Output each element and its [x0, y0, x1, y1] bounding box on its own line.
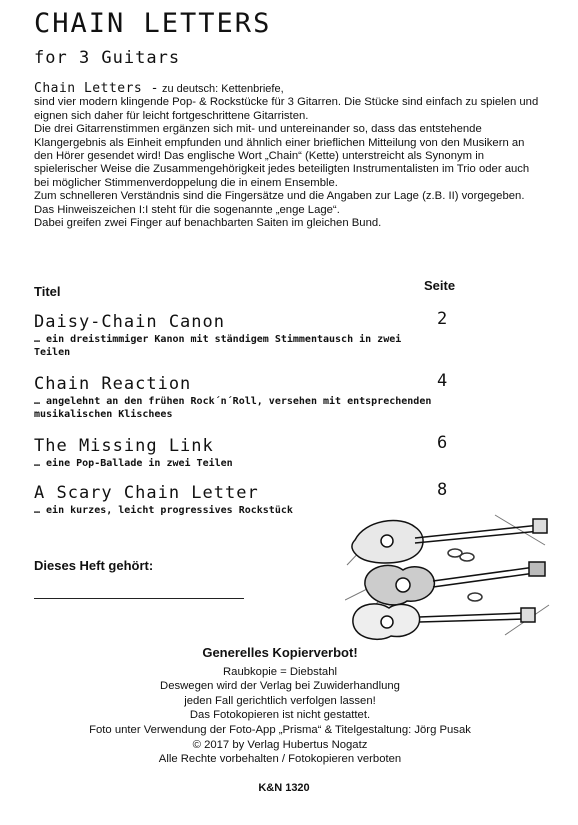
toc-entry-title: A Scary Chain Letter: [34, 483, 259, 503]
notice-line: Deswegen wird der Verlag bei Zuwiderhandlung: [160, 680, 400, 693]
page-subtitle: for 3 Guitars: [34, 48, 181, 68]
toc-entry-page: 6: [437, 433, 448, 453]
toc-entry: [34, 312, 434, 359]
toc-entry: [34, 374, 434, 421]
toc-entry-description: … ein kurzes, leicht progressives Rockstück: [34, 505, 293, 516]
toc-entry-description: … ein dreistimmiger Kanon mit ständigem Stimmentausch in zwei Teilen: [34, 334, 402, 358]
intro-paragraph: Die drei Gitarrenstimmen ergänzen sich mit- und untereinander so, dass das entstehende Klangergebnis als Einheit empfunden und ähnlich einer brieflichen Mitteilung von den Musikern an den Hörer gesendet wird! Das englische Wort „Chain“ (Kette) unterstreicht als Synonym in spielerischer Weise die Zusammengehörigkeit jedes beteiligten Instrumentalisten im Trio oder auch bei möglicher Stimmenverdoppelung die in einem Ensemble.: [34, 123, 530, 189]
notice-line: Alle Rechte vorbehalten / Fotokopieren verboten: [158, 753, 402, 766]
intro-lead-rest: zu deutsch: Kettenbriefe,: [158, 83, 284, 95]
notice-line: jeden Fall gerichtlich verfolgen lassen!: [184, 694, 376, 707]
notice-line: Das Fotokopieren ist nicht gestattet.: [189, 709, 371, 722]
intro-paragraph: sind vier modern klingende Pop- & Rockstücke für 3 Gitarren. Die Stücke sind einfach zu spielen und eignen sich daher für leicht fortgeschrittene Gitarristen.: [34, 96, 539, 122]
intro-paragraph: Dabei greifen zwei Finger auf benachbarten Saiten im gleichen Bund.: [34, 217, 382, 230]
toc-entry-description: … angelehnt an den frühen Rock´n´Roll, versehen mit entsprechenden musikalischen Klischees: [34, 396, 432, 420]
copyright-notice: [60, 646, 500, 767]
owner-name-line: [34, 598, 244, 599]
intro-first-line: [34, 82, 546, 96]
toc-entry: [34, 436, 434, 470]
intro-lead: Chain Letters -: [34, 81, 159, 96]
toc-entry-page: 2: [437, 309, 448, 329]
toc-entry-page: 8: [437, 480, 448, 500]
intro-paragraph: Zum schnelleren Verständnis sind die Fingersätze und die Angaben zur Lage (z.B. II) vorgegeben. Das Hinweiszeichen I:I steht für die sogenannte „enge Lage“.: [34, 190, 525, 216]
notice-line: © 2017 by Verlag Hubertus Nogatz: [192, 738, 368, 751]
toc-entry-title: Chain Reaction: [34, 374, 192, 394]
notice-heading: Generelles Kopierverbot!: [202, 645, 358, 660]
toc-header-title: Titel: [34, 284, 61, 299]
toc-entry-title: The Missing Link: [34, 436, 214, 456]
toc-entry-title: Daisy-Chain Canon: [34, 312, 225, 332]
toc-header-page: Seite: [424, 278, 456, 293]
owner-label: Dieses Heft gehört:: [34, 558, 154, 573]
intro-text: [34, 82, 546, 230]
notice-line: Foto unter Verwendung der Foto-App „Prisma“ & Titelgestaltung: Jörg Pusak: [89, 723, 471, 736]
page-title: CHAIN LETTERS: [34, 8, 272, 39]
toc-entry-description: … eine Pop-Ballade in zwei Teilen: [34, 458, 233, 469]
toc-entry-page: 4: [437, 371, 448, 391]
notice-line: Raubkopie = Diebstahl: [223, 665, 337, 678]
catalog-code: K&N 1320: [258, 782, 310, 794]
three-guitars-illustration: [345, 505, 550, 645]
